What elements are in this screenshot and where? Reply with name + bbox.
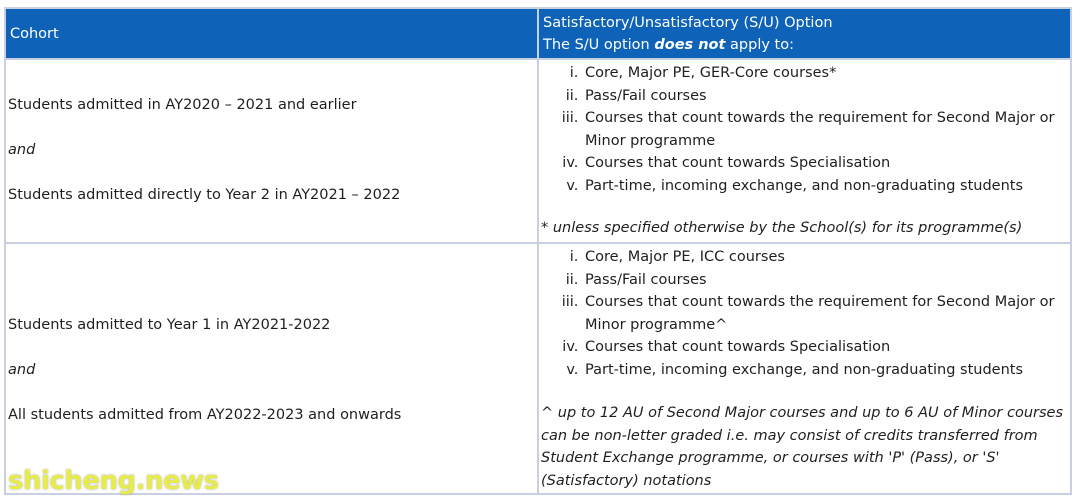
exclusions-list xyxy=(539,62,1066,198)
footnote: ^ up to 12 AU of Second Major courses and up to 6 AU of Minor courses can be non-letter graded i.e. may consist of credits transferred from Student Exchange programme, or courses with 'P' (Pass), or 'S' (Satisfactory) notations xyxy=(541,405,1063,489)
list-item: iv. Courses that count towards Specialisation xyxy=(583,336,1066,359)
header-su-cell xyxy=(539,9,1070,58)
cohort-conjunction: and xyxy=(8,362,36,378)
exclusions-cell-1 xyxy=(539,60,1070,242)
list-item: iv. Courses that count towards Specialisation xyxy=(583,152,1066,175)
header-su-subtitle: The S/U option does not apply to: xyxy=(543,37,795,53)
exclusions-cell-2 xyxy=(539,244,1070,493)
list-item: iii. Courses that count towards the requirement for Second Major or Minor programme xyxy=(583,107,1066,152)
cohort-text: Students admitted to Year 1 in AY2021-2022 xyxy=(8,317,331,333)
header-su-emphasis: does not xyxy=(654,37,726,53)
cohort-cell-2 xyxy=(6,244,537,493)
list-item: v. Part-time, incoming exchange, and non-graduating students xyxy=(583,359,1066,382)
list-item: i. Core, Major PE, ICC courses xyxy=(583,246,1066,269)
watermark-logo: shicheng.news xyxy=(8,466,219,496)
cohort-text: All students admitted from AY2022-2023 and onwards xyxy=(8,407,402,423)
list-item: i. Core, Major PE, GER-Core courses* xyxy=(583,62,1066,85)
cohort-text: Students admitted directly to Year 2 in AY2021 – 2022 xyxy=(8,187,401,203)
list-item: iii. Courses that count towards the requirement for Second Major or Minor programme^ xyxy=(583,291,1066,336)
cohort-conjunction: and xyxy=(8,142,36,158)
header-cohort-label: Cohort xyxy=(10,26,59,42)
cohort-text: Students admitted in AY2020 – 2021 and earlier xyxy=(8,97,357,113)
exclusions-list xyxy=(539,246,1066,382)
su-option-table xyxy=(4,7,1072,495)
header-cohort-cell xyxy=(6,9,537,58)
list-item: ii. Pass/Fail courses xyxy=(583,85,1066,108)
cohort-cell-1 xyxy=(6,60,537,242)
list-item: ii. Pass/Fail courses xyxy=(583,269,1066,292)
footnote: * unless specified otherwise by the School(s) for its programme(s) xyxy=(541,220,1023,236)
header-su-title: Satisfactory/Unsatisfactory (S/U) Option xyxy=(543,15,833,31)
list-item: v. Part-time, incoming exchange, and non-graduating students xyxy=(583,175,1066,198)
